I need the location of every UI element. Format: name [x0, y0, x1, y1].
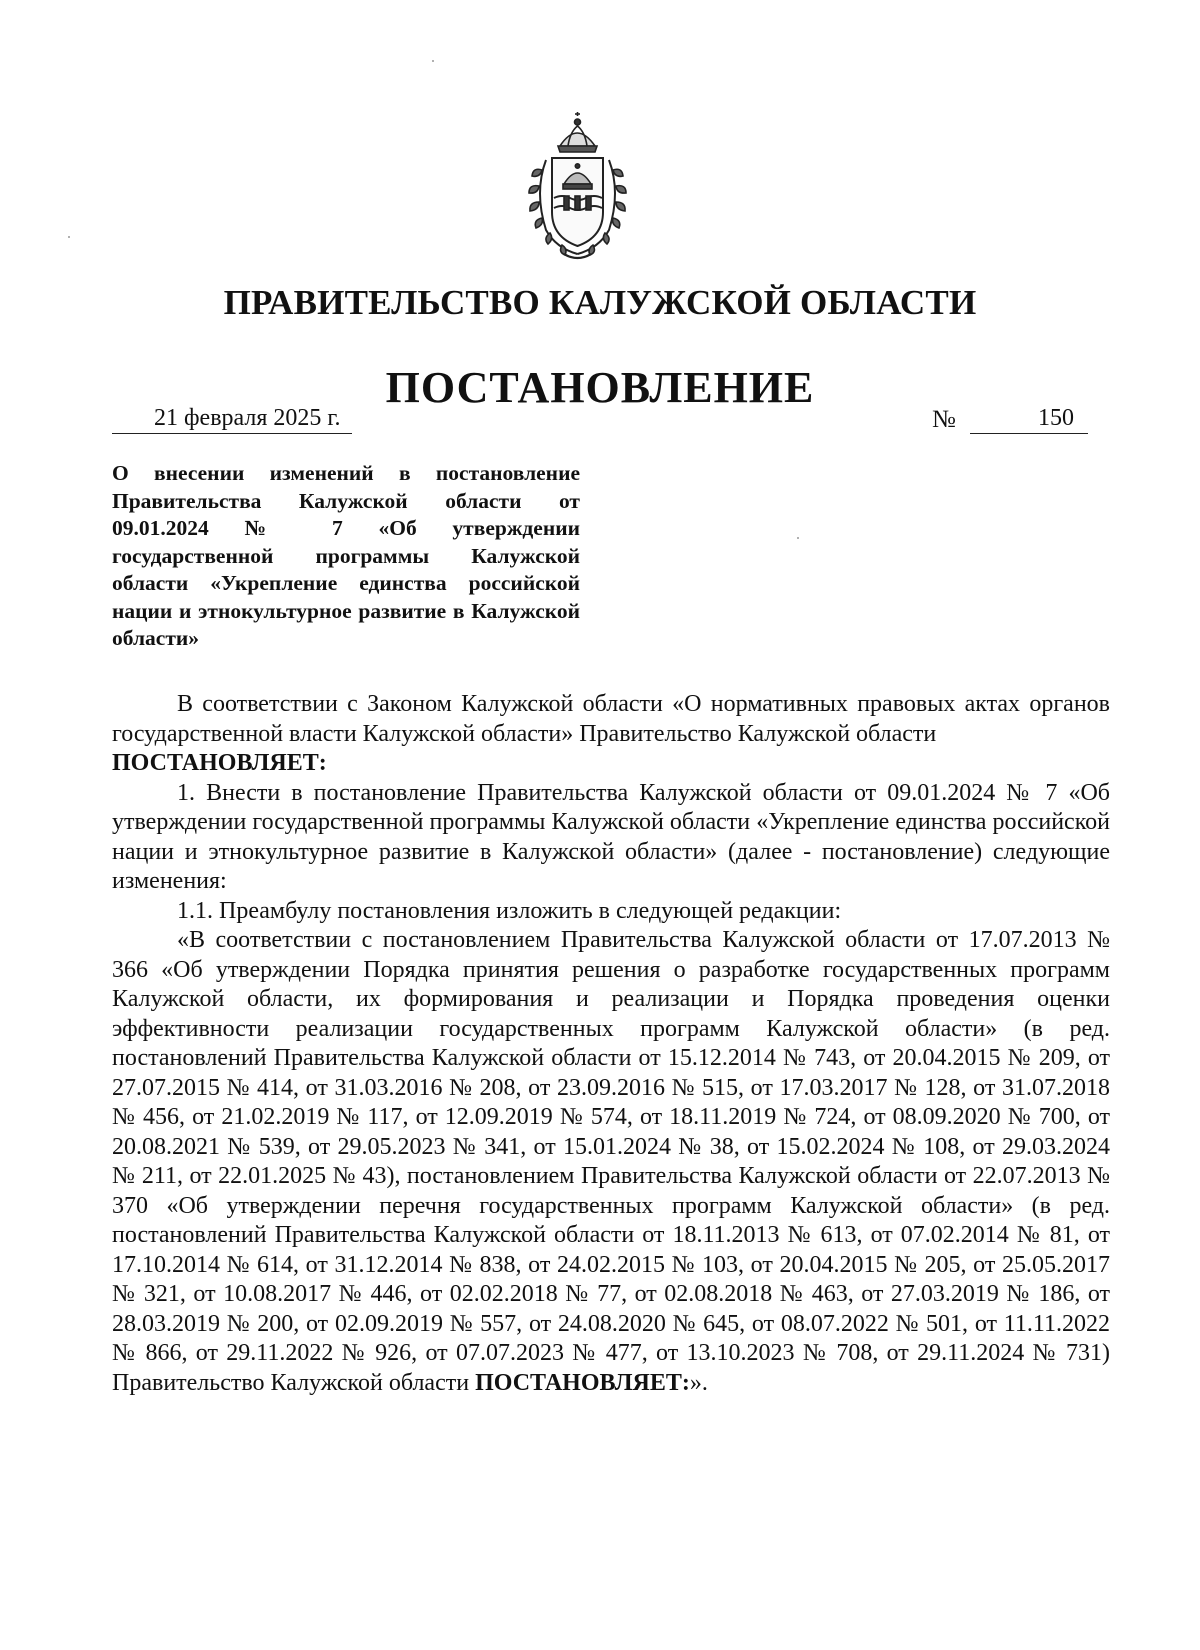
document-subject: О внесении изменений в постановление Правительства Калужской области от 09.01.2024 № 7 «Об утверждении государственной программы Калужской области «Укрепление единства российской нации и этнокультурное развитие в Калужской области»	[112, 461, 580, 650]
item-1-paragraph: 1. Внести в постановление Правительства Калужской области от 09.01.2024 № 7 «Об утверждении государственной программы Калужской области «Укрепление единства российской нации и этнокультурное развитие в Калужской области» (далее - постановление) следующие изменения:	[112, 779, 1110, 894]
preamble-text: В соответствии с Законом Калужской области «О нормативных правовых актах органов государственной власти Калужской области» Правительство Калужской области	[112, 691, 1110, 747]
document-type-title: ПОСТАНОВЛЕНИЕ	[385, 363, 815, 412]
document-number-label: №	[932, 406, 956, 433]
scan-speck	[432, 60, 434, 62]
kaluga-region-coat-of-arms-icon	[520, 112, 635, 262]
quoted-preamble-text: «В соответствии с постановлением Правительства Калужской области от 17.07.2013 № 366 «Об утверждении Порядка принятия решения о разработке государственных программ Калужской области, их формирования и реализации и Порядка проведения оценки эффективности реализации государственных программ Калужской области» (в ред. постановлений Правительства Калужской области от 15.12.2014 № 743, от 20.04.2015 № 209, от 27.07.2015 № 414, от 31.03.2016 № 208, от 23.09.2016 № 515, от 17.03.2017 № 128, от 31.07.2018 № 456, от 21.02.2019 № 117, от 12.09.2019 № 574, от 18.11.2019 № 724, от 08.09.2020 № 700, от 20.08.2021 № 539, от 29.05.2023 № 341, от 15.01.2024 № 38, от 15.02.2024 № 108, от 29.03.2024 № 211, от 22.01.2025 № 43), постановлением Правительства Калужской области от 22.07.2013 № 370 «Об утверждении перечня государственных программ Калужской области» (в ред. постановлений Правительства Калужской области от 18.11.2013 № 613, от 07.02.2014 № 81, от 17.10.2014 № 614, от 31.12.2014 № 838, от 24.02.2015 № 103, от 20.04.2015 № 205, от 25.05.2017 № 321, от 10.08.2017 № 446, от 02.02.2018 № 77, от 02.08.2018 № 463, от 27.03.2019 № 186, от 28.03.2019 № 200, от 02.09.2019 № 557, от 24.08.2020 № 645, от 08.07.2022 № 501, от 11.11.2022 № 866, от 29.11.2022 № 926, от 07.07.2023 № 477, от 13.10.2023 № 708, от 29.11.2024 № 731) Правительство Калужской области	[112, 927, 1110, 1396]
preamble-paragraph	[112, 690, 1110, 749]
quote-end: ».	[689, 1369, 708, 1396]
document-number: 150	[970, 403, 1088, 434]
preamble-decree: ПОСТАНОВЛЯЕТ:	[112, 750, 327, 776]
quoted-preamble-paragraph	[112, 926, 1110, 1398]
document-date: 21 февраля 2025 г.	[112, 403, 352, 434]
scan-speck	[797, 537, 799, 539]
preamble-decree-paragraph	[112, 749, 1110, 779]
quoted-decree: ПОСТАНОВЛЯЕТ:	[475, 1369, 690, 1396]
item-1-1-paragraph: 1.1. Преамбулу постановления изложить в следующей редакции:	[177, 897, 842, 924]
document-body	[112, 690, 1110, 1398]
government-title: ПРАВИТЕЛЬСТВО КАЛУЖСКОЙ ОБЛАСТИ	[223, 283, 977, 322]
scan-speck	[68, 236, 70, 238]
